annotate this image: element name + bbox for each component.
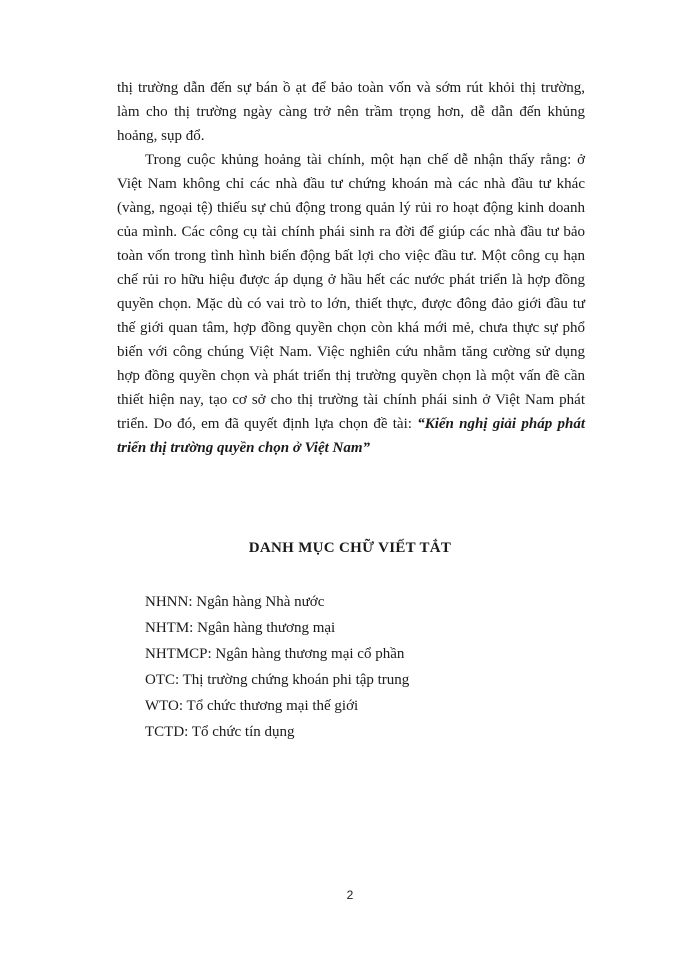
paragraph-main <box>117 148 585 460</box>
abbreviations-list <box>145 589 409 745</box>
thesis-topic: “Kiến nghị giải pháp phát triển thị trường quyền chọn ở Việt Nam” <box>117 416 585 456</box>
page-number: 2 <box>346 888 354 902</box>
abbreviations-title: DANH MỤC CHỮ VIẾT TẮT <box>248 540 452 556</box>
abbreviation-item: TCTD: Tổ chức tín dụng <box>145 724 295 740</box>
abbreviation-item: WTO: Tổ chức thương mại thế giới <box>145 698 359 714</box>
paragraph-continuation: thị trường dẫn đến sự bán ồ ạt để bảo toàn vốn và sớm rút khỏi thị trường, làm cho thị trường ngày càng trở nên trầm trọng hơn, dễ dẫn đến khủng hoảng, sụp đổ. <box>117 80 585 144</box>
abbreviation-item: OTC: Thị trường chứng khoán phi tập trung <box>145 672 410 688</box>
abbreviation-item: NHTM: Ngân hàng thương mại <box>145 620 336 636</box>
abbreviation-item: NHTMCP: Ngân hàng thương mại cổ phần <box>145 646 405 662</box>
paragraph-main-text: Trong cuộc khủng hoảng tài chính, một hạn chế dễ nhận thấy rằng: ở Việt Nam không chỉ các nhà đầu tư chứng khoán mà các nhà đầu tư khác (vàng, ngoại tệ) thiếu sự chủ động trong quản lý rủi ro hoạt động kinh doanh của mình. Các công cụ tài chính phái sinh ra đời để giúp các nhà đầu tư bảo toàn vốn trong tình hình biến động bất lợi cho việc đầu tư. Một công cụ hạn chế rủi ro hữu hiệu được áp dụng ở hầu hết các nước phát triển là hợp đồng quyền chọn. Mặc dù có vai trò to lớn, thiết thực, được đông đảo giới đầu tư thế giới quan tâm, hợp đồng quyền chọn còn khá mới mẻ, chưa thực sự phổ biến với công chúng Việt Nam. Việc nghiên cứu nhằm tăng cường sử dụng hợp đồng quyền chọn và phát triển thị trường quyền chọn là một vấn đề cần thiết hiện nay, tạo cơ sở cho thị trường tài chính phái sinh ở Việt Nam phát triển. Do đó, em đã quyết định lựa chọn đề tài: <box>117 152 585 432</box>
abbreviation-item: NHNN: Ngân hàng Nhà nước <box>145 594 325 610</box>
body-text <box>117 76 585 460</box>
